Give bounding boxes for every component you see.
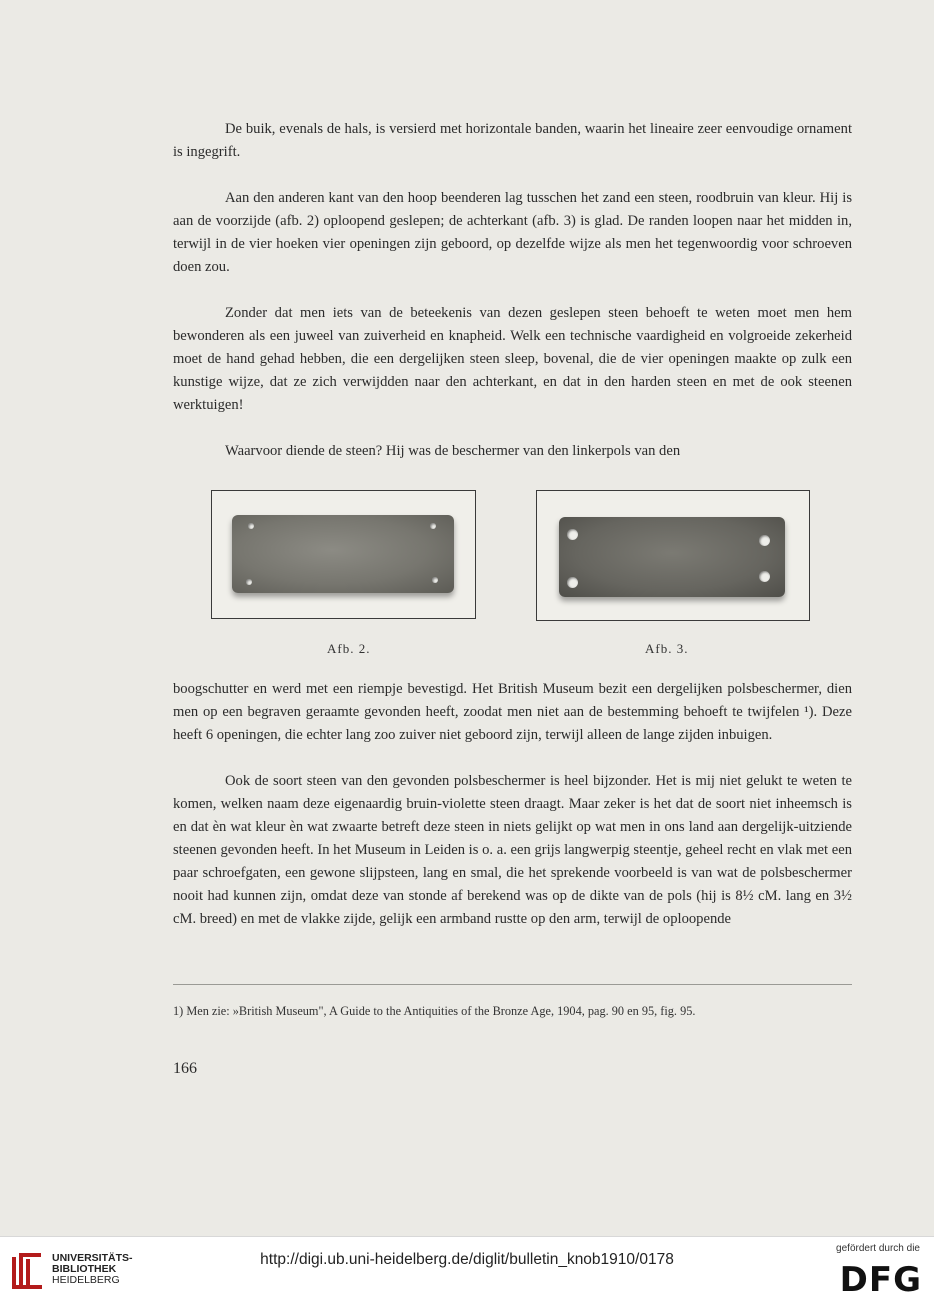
- paragraph-6: Ook de soort steen van den gevonden polsbeschermer is heel bijzonder. Het is mij niet gelukt te weten te komen, welken naam deze eigenaardig bruin-violette steen draagt. Maar zeker is het dat de soort niet inheemsch is en dat èn wat kleur èn wat zwaarte betreft deze steen in niets gelijkt op wat men in ons land aan dergelijk-uitziende steenen gevonden heeft. In het Museum in Leiden is o. a. een grijs langwerpig steentje, geheel recht en vlak met een paar schroefgaten, een gewone slijpsteen, lang en smal, die het sprekende voorbeeld is van wat de polsbeschermer nooit had kunnen zijn, omdat deze van stonde af berekend was op de dikte van de pols (hij is 8½ cM. lang en 3½ cM. breed) en met de vlakke zijde, gelijk een armband rustte op den arm, terwijl de oploopende: [173, 773, 852, 927]
- plate-hole: [430, 523, 436, 529]
- paragraph-4: Waarvoor diende de steen? Hij was de beschermer van den linkerpols van den: [225, 443, 681, 459]
- figure-afb-2-photo: [211, 490, 476, 619]
- paragraph-1: De buik, evenals de hals, is versierd met horizontale banden, waarin het lineaire zeer eenvoudige ornament is ingegrift.: [173, 121, 852, 160]
- wrist-guard-front: [232, 515, 454, 593]
- library-name-line-2: BIBLIOTHEK: [52, 1263, 117, 1275]
- plate-hole: [432, 577, 438, 583]
- figure-caption-afb-2: Afb. 2.: [327, 641, 371, 656]
- wrist-guard-back: [559, 517, 785, 597]
- plate-hole: [567, 577, 578, 588]
- permalink-url[interactable]: http://digi.ub.uni-heidelberg.de/diglit/bulletin_knob1910/0178: [260, 1251, 674, 1268]
- library-name-line-1: UNIVERSITÄTS-: [52, 1252, 133, 1264]
- plate-hole: [759, 535, 770, 546]
- figure-afb-3-photo: [536, 490, 810, 621]
- footnote: 1) Men zie: »British Museum", A Guide to the Antiquities of the Bronze Age, 1904, pag. 90 en 95, fig. 95.: [173, 1004, 696, 1018]
- library-name-line-3: HEIDELBERG: [52, 1274, 120, 1286]
- page-number: 166: [173, 1060, 197, 1077]
- paragraph-5: boogschutter en werd met een riempje bevestigd. Het British Museum bezit een dergelijken polsbeschermer, dien men op een begraven geraamte gevonden heeft, zoodat men niet aan de bestemming behoeft te twijfelen ¹). Deze heeft 6 openingen, die echter lang zoo zuiver niet geboord zijn, terwijl alleen de lange zijden inbuigen.: [173, 681, 852, 743]
- dfg-logo: DFG: [839, 1260, 922, 1300]
- plate-hole: [248, 523, 254, 529]
- plate-hole: [759, 571, 770, 582]
- plate-hole: [567, 529, 578, 540]
- viewer-footer: [0, 1236, 934, 1303]
- paragraph-3: Zonder dat men iets van de beteekenis van dezen geslepen steen behoeft te weten moet men hem bewonderen als een juweel van zuiverheid en knapheid. Welk een technische vaardigheid en volgroeide zekerheid moet de hand gehad hebben, die een dergelijken steen sleep, bovenal, die de vier openingen maakte op zulk een kunstige wijze, dat ze zich verwijdden naar den achterkant, en dat in den harden steen en met de ook steenen werktuigen!: [173, 305, 852, 413]
- figure-caption-afb-3: Afb. 3.: [645, 641, 689, 656]
- funder-caption: gefördert durch die: [836, 1243, 920, 1254]
- footnote-divider: [173, 984, 852, 985]
- paragraph-2: Aan den anderen kant van den hoop beenderen lag tusschen het zand een steen, roodbruin van kleur. Hij is aan de voorzijde (afb. 2) oploopend geslepen; de achterkant (afb. 3) is glad. De randen loopen naar het midden in, terwijl in de vier hoeken vier openingen zijn geboord, op dezelfde wijze als men het tegenwoordig voor schroeven doen zou.: [173, 190, 852, 275]
- plate-hole: [246, 579, 252, 585]
